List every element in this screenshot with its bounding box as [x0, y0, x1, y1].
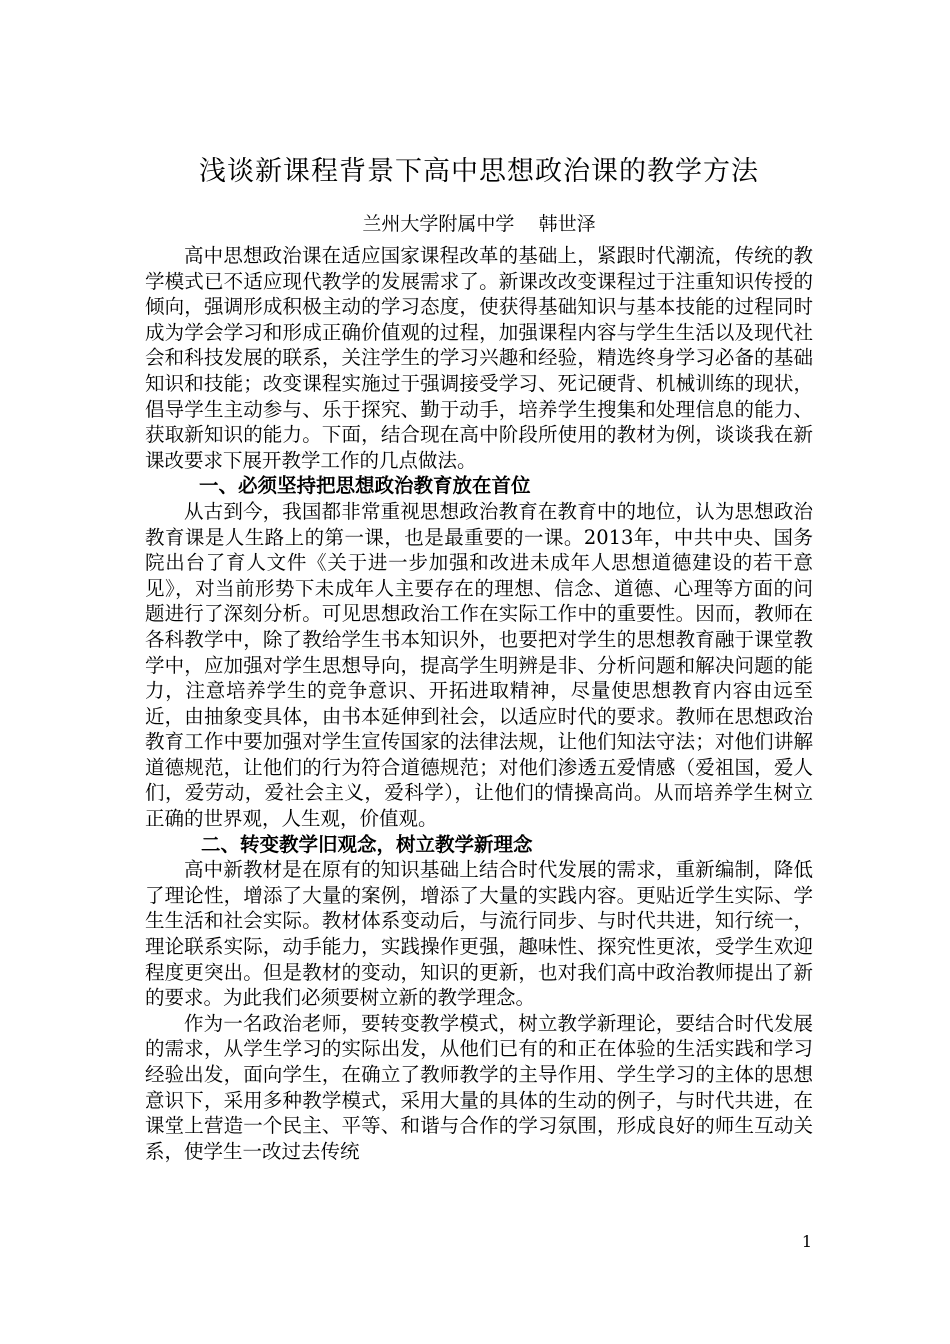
page-number: 1: [801, 1232, 812, 1251]
section-2-paragraph-2: 作为一名政治老师，要转变教学模式，树立教学新理论，要结合时代发展的需求，从学生学习的实际出发，从他们已有的和正在体验的生活实践和学习经验出发，面向学生，在确立了教师教学的主导作用、学生学习的主体的思想意识下，采用多种教学模式，采用大量的具体的生动的例子，与时代共进，在课堂上营造一个民主、平等、和谐与合作的学习氛围，形成良好的师生互动关系，使学生一改过去传统: [145, 1011, 813, 1163]
document-body: [145, 150, 813, 1164]
section-heading-1: 一、必须坚持把思想政治教育放在首位: [199, 474, 531, 498]
document-title: 浅谈新课程背景下高中思想政治课的教学方法: [199, 156, 759, 187]
section-2-paragraph-1: 高中新教材是在原有的知识基础上结合时代发展的需求，重新编制，降低了理论性，增添了大量的案例，增添了大量的实践内容。更贴近学生实际、学生生活和社会实际。教材体系变动后，与流行同步、与时代共进，知行统一，理论联系实际，动手能力，实践操作更强，趣味性、探究性更浓，受学生欢迎程度更突出。但是教材的变动，知识的更新，也对我们高中政治教师提出了新的要求。为此我们必须要树立新的教学理念。: [145, 858, 813, 1010]
author-line: 兰州大学附属中学 韩世泽: [362, 213, 596, 235]
section-heading-2: 二、转变教学旧观念，树立教学新理念: [201, 832, 533, 856]
section-1-paragraph: 从古到今，我国都非常重视思想政治教育在教育中的地位，认为思想政治教育课是人生路上的第一课，也是最重要的一课。2013年，中共中央、国务院出台了育人文件《关于进一步加强和改进未成年人思想道德建设的若干意见》，对当前形势下未成年人主要存在的理想、信念、道德、心理等方面的问题进行了深刻分析。可见思想政治工作在实际工作中的重要性。因而，教师在各科教学中，除了教给学生书本知识外，也要把对学生的思想教育融于课堂教学中，应加强对学生思想导向，提高学生明辨是非、分析问题和解决问题的能力，注意培养学生的竞争意识、开拓进取精神，尽量使思想教育内容由远至近，由抽象变具体，由书本延伸到社会，以适应时代的要求。教师在思想政治教育工作中要加强对学生宣传国家的法律法规，让他们知法守法；对他们讲解道德规范，让他们的行为符合道德规范；对他们渗透五爱情感（爱祖国，爱人们，爱劳动，爱社会主义，爱科学），让他们的情操高尚。从而培养学生树立正确的世界观，人生观，价值观。: [145, 499, 813, 831]
intro-paragraph: 高中思想政治课在适应国家课程改革的基础上，紧跟时代潮流，传统的教学模式已不适应现代教学的发展需求了。新课改改变课程过于注重知识传授的倾向，强调形成积极主动的学习态度，使获得基础知识与基本技能的过程同时成为学会学习和形成正确价值观的过程，加强课程内容与学生生活以及现代社会和科技发展的联系，关注学生的学习兴趣和经验，精选终身学习必备的基础知识和技能；改变课程实施过于强调接受学习、死记硬背、机械训练的现状，倡导学生主动参与、乐于探究、勤于动手，培养学生搜集和处理信息的能力、获取新知识的能力。下面，结合现在高中阶段所使用的教材为例，谈谈我在新课改要求下展开教学工作的几点做法。: [145, 244, 813, 472]
